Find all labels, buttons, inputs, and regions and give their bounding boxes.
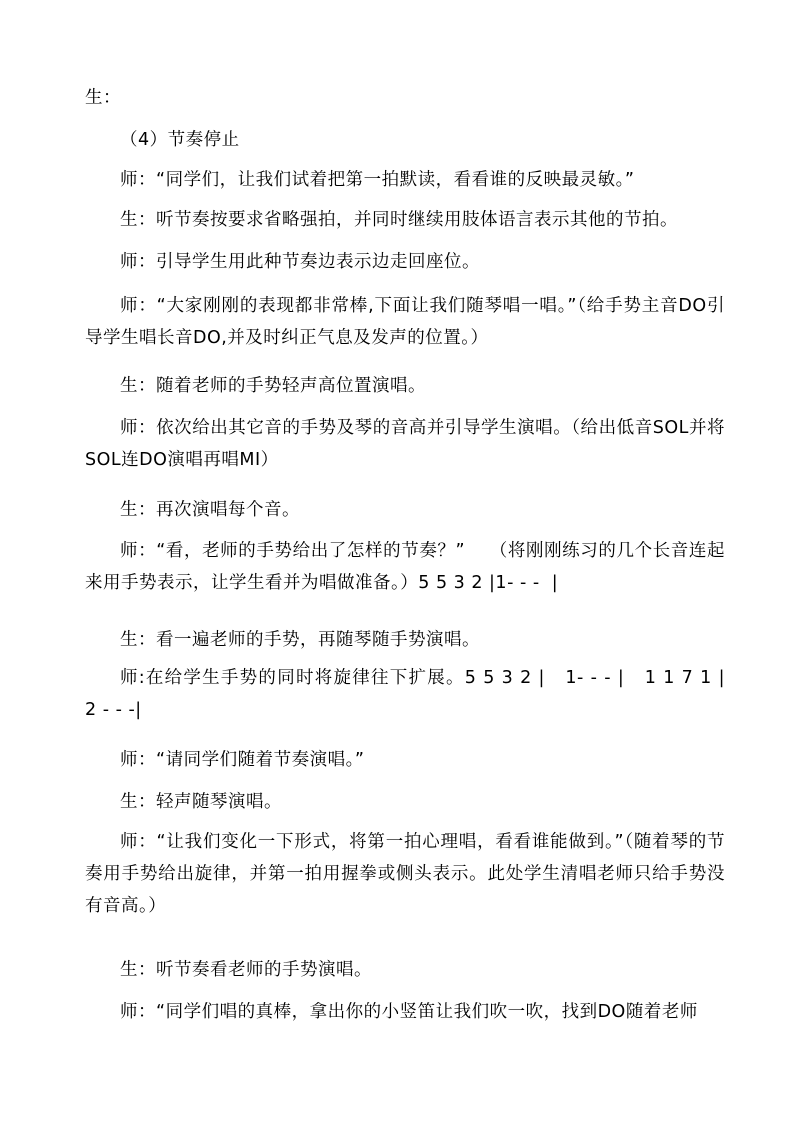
paragraph-teacher-5: 师：“看，老师的手势给出了怎样的节奏？” （将刚刚练习的几个长音连起来用手势表示，让学生看并为唱做准备。）5 5 3 2 |1- - - | [85,541,725,593]
paragraph-teacher-3: 师：“大家刚刚的表现都非常棒,下面让我们随琴唱一唱。”（给手势主音DO引导学生唱长音DO,并及时纠正气息及发声的位置。） [85,296,725,348]
section-heading-rhythm-stop: （4）节奏停止 [120,130,240,150]
paragraph-teacher-9: 师：“同学们唱的真棒，拿出你的小竖笛让我们吹一吹，找到DO随着老师 [120,1002,698,1022]
paragraph-student-4: 生：再次演唱每个音。 [120,500,300,520]
paragraph-student-1: 生： [85,88,121,108]
paragraph-student-2: 生：听节奏按要求省略强拍，并同时继续用肢体语言表示其他的节拍。 [120,210,678,230]
paragraph-teacher-6: 师:在给学生手势的同时将旋律往下扩展。5 5 3 2 | 1- - - | 1 1 7 1 | 2 - - -| [85,668,744,720]
paragraph-student-3: 生：随着老师的手势轻声高位置演唱。 [120,376,426,396]
paragraph-teacher-8: 师：“让我们变化一下形式，将第一拍心理唱，看看谁能做到。”（随着琴的节奏用手势给出旋律，并第一拍用握拳或侧头表示。此处学生清唱老师只给手势没有音高。） [85,832,725,916]
paragraph-student-6: 生：轻声随琴演唱。 [120,792,282,812]
paragraph-teacher-7: 师：“请同学们随着节奏演唱。” [120,750,365,770]
paragraph-teacher-4: 师：依次给出其它音的手势及琴的音高并引导学生演唱。（给出低音SOL并将SOL连DO演唱再唱MI） [85,418,725,470]
paragraph-student-5: 生：看一遍老师的手势，再随琴随手势演唱。 [120,630,480,650]
paragraph-teacher-1: 师：“同学们，让我们试着把第一拍默读，看看谁的反映最灵敏。” [120,170,635,190]
paragraph-teacher-2: 师：引导学生用此种节奏边表示边走回座位。 [120,252,480,272]
paragraph-student-7: 生：听节奏看老师的手势演唱。 [120,960,372,980]
